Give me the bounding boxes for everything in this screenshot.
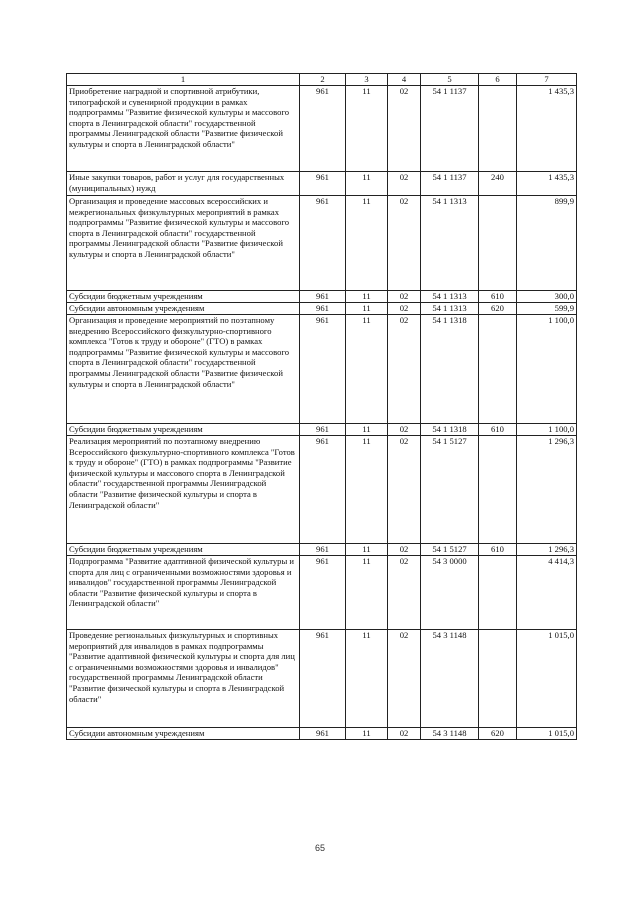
table-row [67, 315, 577, 424]
row-description: Организация и проведение мероприятий по поэтапному внедрению Всероссийского физкультурно-спортивного комплекса "Готов к труду и обороне" (ГТО) в рамках подпрограммы "Развитие физической культуры и массового спорта в Ленинградской области" государственной программы Ленинградской области "Развитие физической культуры и спорта в Ленинградской области" [67, 315, 300, 424]
row-description: Субсидии автономным учреждениям [67, 303, 300, 315]
page-number: 65 [314, 843, 325, 853]
subsection-code: 02 [388, 544, 421, 556]
amount-value: 300,0 [517, 291, 577, 303]
amount-value: 1 015,0 [517, 630, 577, 728]
table-row [67, 86, 577, 172]
row-description: Приобретение наградной и спортивной атрибутики, типографской и сувенирной продукции в рамках подпрограммы "Развитие физической культуры и массового спорта в Ленинградской области" государственной программы Ленинградской области "Развитие физической культуры и спорта в Ленинградской области" [67, 86, 300, 172]
column-header: 1 [67, 74, 300, 86]
amount-value: 1 296,3 [517, 436, 577, 544]
admin-code: 961 [300, 196, 346, 291]
subsection-code: 02 [388, 630, 421, 728]
table-row [67, 424, 577, 436]
section-code: 11 [346, 556, 388, 630]
target-code: 54 1 1313 [421, 291, 479, 303]
target-code: 54 1 1318 [421, 424, 479, 436]
subsection-code: 02 [388, 424, 421, 436]
row-description: Субсидии бюджетным учреждениям [67, 291, 300, 303]
target-code: 54 3 1148 [421, 630, 479, 728]
section-code: 11 [346, 424, 388, 436]
table-row [67, 172, 577, 196]
row-description: Субсидии бюджетным учреждениям [67, 544, 300, 556]
table-row [67, 556, 577, 630]
section-code: 11 [346, 303, 388, 315]
subsection-code: 02 [388, 196, 421, 291]
amount-value: 599,9 [517, 303, 577, 315]
admin-code: 961 [300, 172, 346, 196]
expense-type-code: 610 [479, 424, 517, 436]
expense-type-code [479, 436, 517, 544]
subsection-code: 02 [388, 436, 421, 544]
row-description: Подпрограмма "Развитие адаптивной физической культуры и спорта для лиц с ограниченными возможностями здоровья и инвалидов" государственной программы Ленинградской области "Развитие физической культуры и спорта в Ленинградской области" [67, 556, 300, 630]
section-code: 11 [346, 86, 388, 172]
amount-value: 1 100,0 [517, 315, 577, 424]
column-header: 5 [421, 74, 479, 86]
row-description: Проведение региональных физкультурных и спортивных мероприятий для инвалидов в рамках подпрограммы "Развитие адаптивной физической культуры и спорта для лиц с ограниченными возможностями здоровья и инвалидов" государственной программы Ленинградской области "Развитие физической культуры и спорта в Ленинградской области" [67, 630, 300, 728]
target-code: 54 1 5127 [421, 544, 479, 556]
admin-code: 961 [300, 303, 346, 315]
amount-value: 1 435,3 [517, 86, 577, 172]
row-description: Реализация мероприятий по поэтапному внедрению Всероссийского физкультурно-спортивного комплекса "Готов к труду и обороне" (ГТО) в рамках подпрограммы "Развитие физической культуры и массового спорта в Ленинградской области" государственной программы Ленинградской области "Развитие физической культуры и спорта в Ленинградской области" [67, 436, 300, 544]
section-code: 11 [346, 436, 388, 544]
table-row [67, 728, 577, 740]
row-description: Субсидии бюджетным учреждениям [67, 424, 300, 436]
target-code: 54 3 1148 [421, 728, 479, 740]
subsection-code: 02 [388, 86, 421, 172]
expense-type-code [479, 196, 517, 291]
subsection-code: 02 [388, 291, 421, 303]
admin-code: 961 [300, 544, 346, 556]
target-code: 54 3 0000 [421, 556, 479, 630]
expense-type-code: 620 [479, 303, 517, 315]
expense-type-code: 610 [479, 291, 517, 303]
amount-value: 1 100,0 [517, 424, 577, 436]
column-header: 3 [346, 74, 388, 86]
expense-type-code [479, 630, 517, 728]
section-code: 11 [346, 172, 388, 196]
row-description: Иные закупки товаров, работ и услуг для государственных (муниципальных) нужд [67, 172, 300, 196]
table-row [67, 196, 577, 291]
table-row [67, 291, 577, 303]
subsection-code: 02 [388, 556, 421, 630]
subsection-code: 02 [388, 728, 421, 740]
admin-code: 961 [300, 630, 346, 728]
amount-value: 1 015,0 [517, 728, 577, 740]
amount-value: 4 414,3 [517, 556, 577, 630]
subsection-code: 02 [388, 315, 421, 424]
expense-type-code [479, 86, 517, 172]
subsection-code: 02 [388, 172, 421, 196]
row-description: Организация и проведение массовых всероссийских и межрегиональных физкультурных мероприятий в рамках подпрограммы "Развитие физической культуры и массового спорта в Ленинградской области" государственной программы Ленинградской области "Развитие физической культуры и спорта в Ленинградской области" [67, 196, 300, 291]
target-code: 54 1 1137 [421, 86, 479, 172]
admin-code: 961 [300, 728, 346, 740]
expense-type-code [479, 315, 517, 424]
table-row [67, 544, 577, 556]
amount-value: 1 435,3 [517, 172, 577, 196]
table-row [67, 303, 577, 315]
section-code: 11 [346, 630, 388, 728]
expense-type-code: 610 [479, 544, 517, 556]
admin-code: 961 [300, 86, 346, 172]
column-header: 6 [479, 74, 517, 86]
row-description: Субсидии автономным учреждениям [67, 728, 300, 740]
table-row [67, 630, 577, 728]
amount-value: 899,9 [517, 196, 577, 291]
column-header: 4 [388, 74, 421, 86]
expense-type-code [479, 556, 517, 630]
amount-value: 1 296,3 [517, 544, 577, 556]
section-code: 11 [346, 291, 388, 303]
expense-type-code: 620 [479, 728, 517, 740]
column-header: 7 [517, 74, 577, 86]
target-code: 54 1 1313 [421, 196, 479, 291]
admin-code: 961 [300, 436, 346, 544]
budget-table [66, 73, 577, 740]
section-code: 11 [346, 728, 388, 740]
table-row [67, 436, 577, 544]
column-header: 2 [300, 74, 346, 86]
target-code: 54 1 1313 [421, 303, 479, 315]
admin-code: 961 [300, 556, 346, 630]
target-code: 54 1 5127 [421, 436, 479, 544]
subsection-code: 02 [388, 303, 421, 315]
target-code: 54 1 1137 [421, 172, 479, 196]
expense-type-code: 240 [479, 172, 517, 196]
admin-code: 961 [300, 424, 346, 436]
header-row [67, 74, 577, 86]
section-code: 11 [346, 544, 388, 556]
section-code: 11 [346, 315, 388, 424]
target-code: 54 1 1318 [421, 315, 479, 424]
admin-code: 961 [300, 291, 346, 303]
section-code: 11 [346, 196, 388, 291]
admin-code: 961 [300, 315, 346, 424]
